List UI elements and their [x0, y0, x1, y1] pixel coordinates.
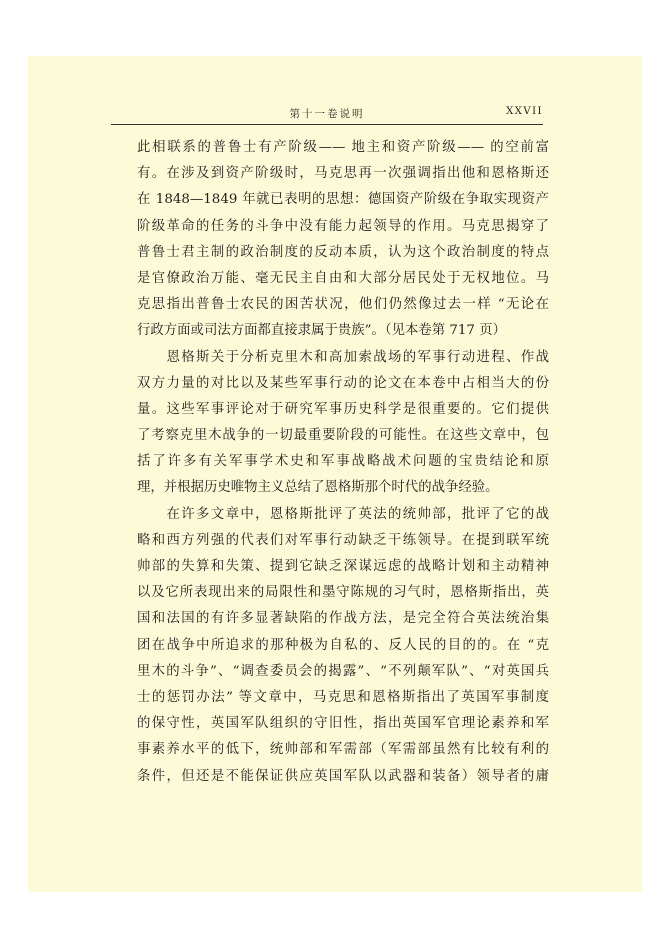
text-line: 以及它所表现出来的局限性和墨守陈规的习气时，恩格斯指出，英 [137, 585, 549, 601]
text-line: 士的惩罚办法” 等文章中，马克思和恩格斯指出了英国军事制度 [137, 689, 549, 705]
text-line: 里木的斗争”、“调查委员会的揭露”、“不列颠军队”、“对英国兵 [137, 663, 549, 679]
text-line: 在 1848—1849 年就已表明的思想：德国资产阶级在争取实现资产 [137, 192, 549, 208]
text-line: 在许多文章中，恩格斯批评了英法的统帅部，批评了它的战 [137, 506, 549, 522]
text-line: 双方力量的对比以及某些军事行动的论文在本卷中占相当大的份 [137, 375, 549, 391]
text-line: 团在战争中所追求的那种极为自私的、反人民的目的的。在 “克 [137, 637, 549, 653]
text-line: 阶级革命的任务的斗争中没有能力起领导的作用。马克思揭穿了 [137, 218, 549, 234]
text-line: 帅部的失算和失策、提到它缺乏深谋远虑的战略计划和主动精神 [137, 559, 549, 574]
text-line: 条件，但还是不能保证供应英国军队以武器和装备）领导者的庸 [137, 768, 549, 784]
text-line: 略和西方列强的代表们对军事行动缺乏干练领导。在提到联军统 [137, 532, 549, 548]
text-line: 此相联系的普鲁士有产阶级—— 地主和资产阶级—— 的空前富 [137, 140, 549, 155]
text-line: 量。这些军事评论对于研究军事历史科学是很重要的。它们提供 [137, 401, 549, 417]
running-header [111, 104, 543, 125]
text-line: 事素养水平的低下，统帅部和军需部（军需部虽然有比较有利的 [137, 742, 549, 758]
header-title: 第十一卷说明 [289, 108, 365, 120]
text-line: 的保守性，英国军队组织的守旧性，指出英国军官理论素养和军 [137, 716, 549, 732]
text-line: 括了许多有关军事学术史和军事战略战术问题的宝贵结论和原 [137, 454, 549, 470]
text-line: 国和法国的有许多显著缺陷的作战方法，是完全符合英法统治集 [137, 611, 549, 627]
text-line: 普鲁士君主制的政治制度的反动本质，认为这个政治制度的特点 [137, 244, 549, 260]
text-line: 理，并根据历史唯物主义总结了恩格斯那个时代的战争经验。 [137, 480, 499, 496]
text-line: 行政方面或司法方面都直接隶属于贵族”。（见本卷第 717 页） [137, 323, 506, 339]
text-line: 恩格斯关于分析克里木和高加索战场的军事行动进程、作战 [137, 349, 549, 365]
body-text [137, 135, 549, 790]
text-line: 了考察克里木战争的一切最重要阶段的可能性。在这些文章中，包 [137, 428, 549, 444]
text-line: 是官僚政治万能、毫无民主自由和大部分居民处于无权地位。马 [137, 270, 549, 286]
page-number: XXVII [506, 106, 543, 117]
text-line: 有。在涉及到资产阶级时，马克思再一次强调指出他和恩格斯还 [137, 166, 549, 182]
text-line: 克思指出普鲁士农民的困苦状况，他们仍然像过去一样 “无论在 [137, 297, 549, 313]
